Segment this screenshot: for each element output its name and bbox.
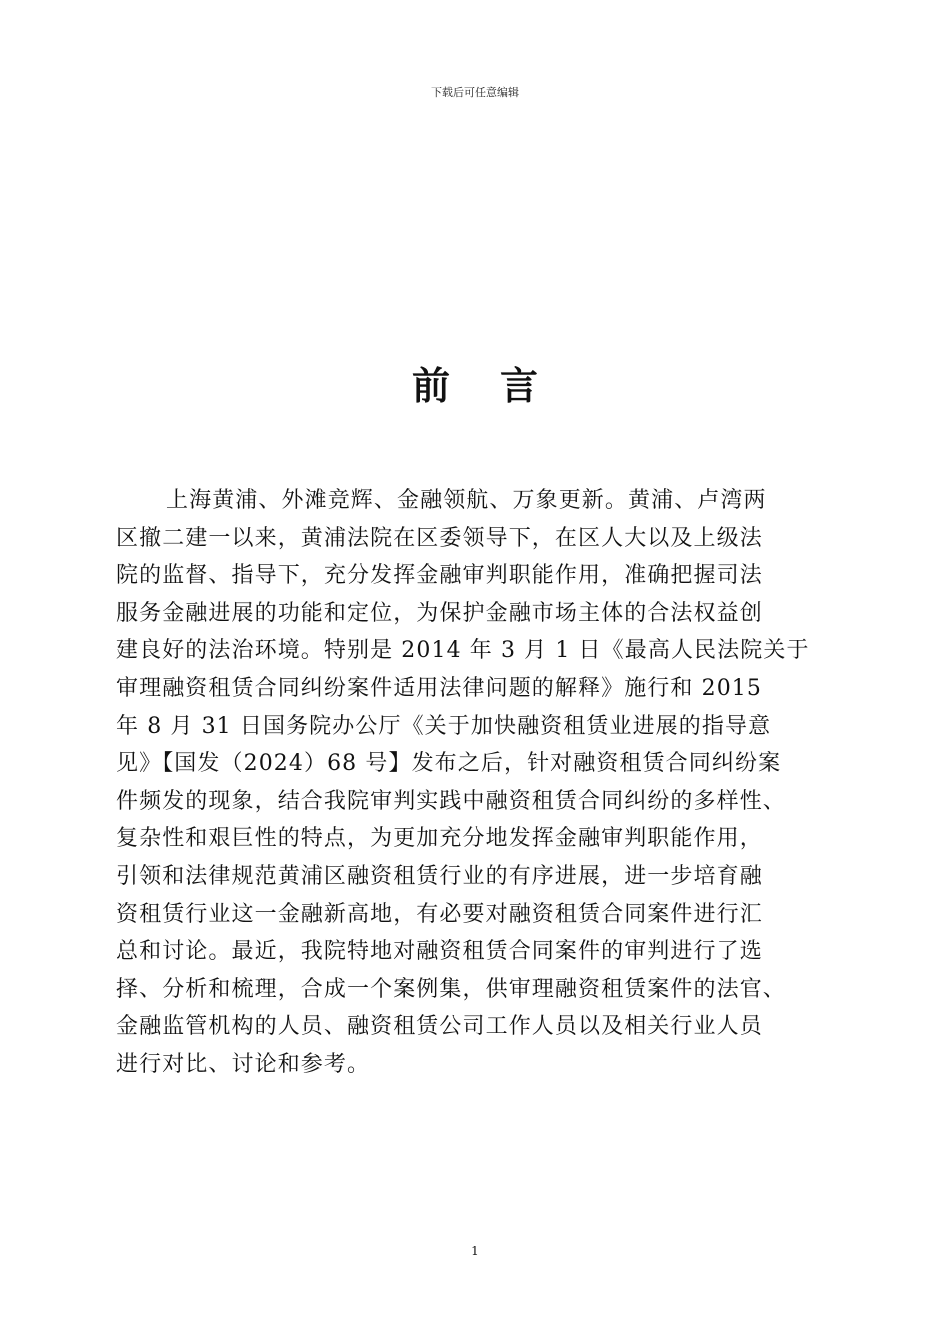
body-line: 资租赁行业这一金融新高地，有必要对融资租赁合同案件进行汇	[116, 901, 763, 927]
body-line: 择、分析和梳理，合成一个案例集，供审理融资租赁案件的法官、	[116, 976, 786, 1002]
body-line: 区撤二建一以来，黄浦法院在区委领导下，在区人大以及上级法	[116, 525, 763, 551]
body-line: 上海黄浦、外滩竞辉、金融领航、万象更新。黄浦、卢湾两	[166, 488, 767, 513]
header-note: 下载后可任意编辑	[431, 86, 519, 99]
body-line: 年 8 月 31 日国务院办公厅《关于加快融资租赁业进展的指导意	[116, 713, 772, 739]
body-line: 见》【国发（2024）68 号】发布之后，针对融资租赁合同纠纷案	[116, 751, 782, 777]
body-line: 复杂性和艰巨性的特点，为更加充分地发挥金融审判职能作用，	[116, 826, 763, 852]
body-line: 建良好的法治环境。特别是 2014 年 3 月 1 日《最高人民法院关于	[116, 638, 810, 664]
body-line: 金融监管机构的人员、融资租赁公司工作人员以及相关行业人员	[116, 1014, 763, 1040]
body-line: 院的监督、指导下，充分发挥金融审判职能作用，准确把握司法	[116, 563, 763, 589]
body-line: 总和讨论。最近，我院特地对融资租赁合同案件的审判进行了选	[116, 939, 763, 965]
page-title: 前言	[411, 363, 588, 408]
body-line: 审理融资租赁合同纠纷案件适用法律问题的解释》施行和 2015	[116, 675, 762, 701]
body-paragraph	[116, 482, 846, 1084]
body-line: 服务金融进展的功能和定位，为保护金融市场主体的合法权益创	[116, 600, 763, 626]
body-line: 进行对比、讨论和参考。	[116, 1051, 371, 1077]
body-line: 引领和法律规范黄浦区融资租赁行业的有序进展，进一步培育融	[116, 863, 763, 889]
page-number: 1	[471, 1244, 479, 1258]
body-line: 件频发的现象，结合我院审判实践中融资租赁合同纠纷的多样性、	[116, 788, 786, 814]
